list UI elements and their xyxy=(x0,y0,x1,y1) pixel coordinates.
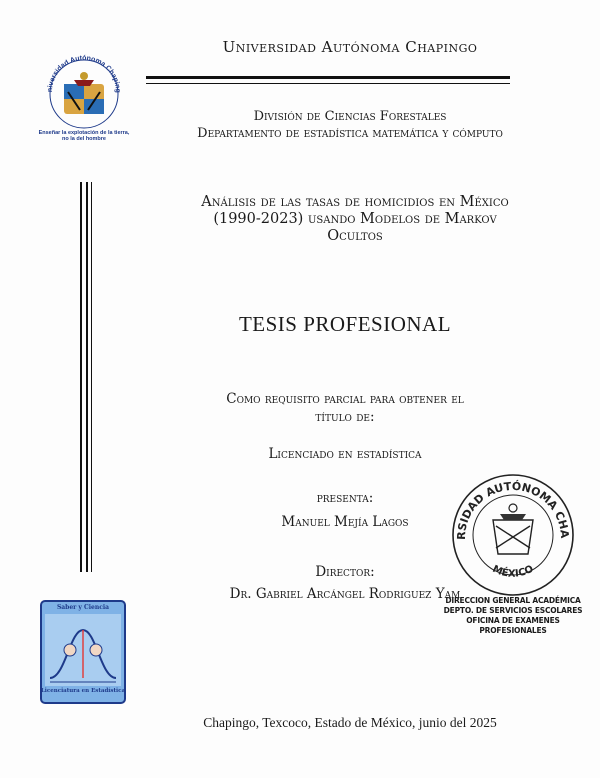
stamp-ring-top: RSIDAD AUTÓNOMA CHA xyxy=(454,479,572,541)
stamp-seal-icon xyxy=(448,470,578,600)
division-block xyxy=(140,108,560,142)
official-stamp xyxy=(448,470,578,600)
director-name: Dr. Gabriel Arcángel Rodriguez Yam xyxy=(229,586,461,602)
header-rule-thin xyxy=(146,83,510,84)
stamp-line2: DEPTO. DE SERVICIOS ESCOLARES xyxy=(443,606,583,615)
left-rule-2 xyxy=(86,182,88,572)
department-name: Departamento de estadística matemática y cómputo xyxy=(197,126,503,141)
requirement-line2: título de: xyxy=(315,409,375,425)
stamp-office-text xyxy=(438,596,588,636)
uach-motto-line2: no la del hombre xyxy=(61,136,106,142)
left-rule-1 xyxy=(80,182,82,572)
thesis-title-line3: Ocultos xyxy=(327,228,383,244)
presents-label: presenta: xyxy=(316,490,374,506)
statistics-logo-bottom-text: Licenciatura en Estadística xyxy=(40,688,126,694)
stamp-ring-bottom: MÉXICO xyxy=(490,563,536,580)
statistics-logo xyxy=(40,600,126,704)
thesis-title xyxy=(140,194,570,245)
stamp-line1: DIRECCION GENERAL ACADÉMICA xyxy=(445,596,581,605)
university-name: Universidad Autónoma Chapingo xyxy=(222,38,478,56)
division-name: División de Ciencias Forestales xyxy=(253,109,447,124)
thesis-title-line2: (1990-2023) usando Modelos de Markov xyxy=(213,211,497,227)
director-label: Director: xyxy=(315,564,375,580)
uach-emblem-icon xyxy=(34,52,134,132)
uach-logo xyxy=(34,52,134,147)
place-and-date: Chapingo, Texcoco, Estado de México, junio del 2025 xyxy=(203,715,497,730)
degree-name: Licenciado en estadística xyxy=(268,446,422,462)
uach-motto-line1: Enseñar la explotación de la tierra, xyxy=(38,130,130,136)
thesis-title-line1: Análisis de las tasas de homicidios en México xyxy=(201,194,509,210)
author-name: Manuel Mejía Lagos xyxy=(281,514,409,530)
statistics-logo-top-text: Saber y Ciencia xyxy=(56,604,110,611)
document-type: TESIS PROFESIONAL xyxy=(238,312,452,336)
svg-text:MÉXICO xyxy=(491,564,536,580)
requirement-text xyxy=(140,390,550,426)
left-rule-3 xyxy=(91,182,92,572)
requirement-line1: Como requisito parcial para obtener el xyxy=(226,391,464,407)
header-rule-thick xyxy=(146,76,510,79)
uach-motto xyxy=(34,130,134,142)
stamp-line3: OFICINA DE EXAMENES PROFESIONALES xyxy=(466,616,560,635)
uach-ring-text: niversidad Autónoma Chaping xyxy=(46,54,122,94)
